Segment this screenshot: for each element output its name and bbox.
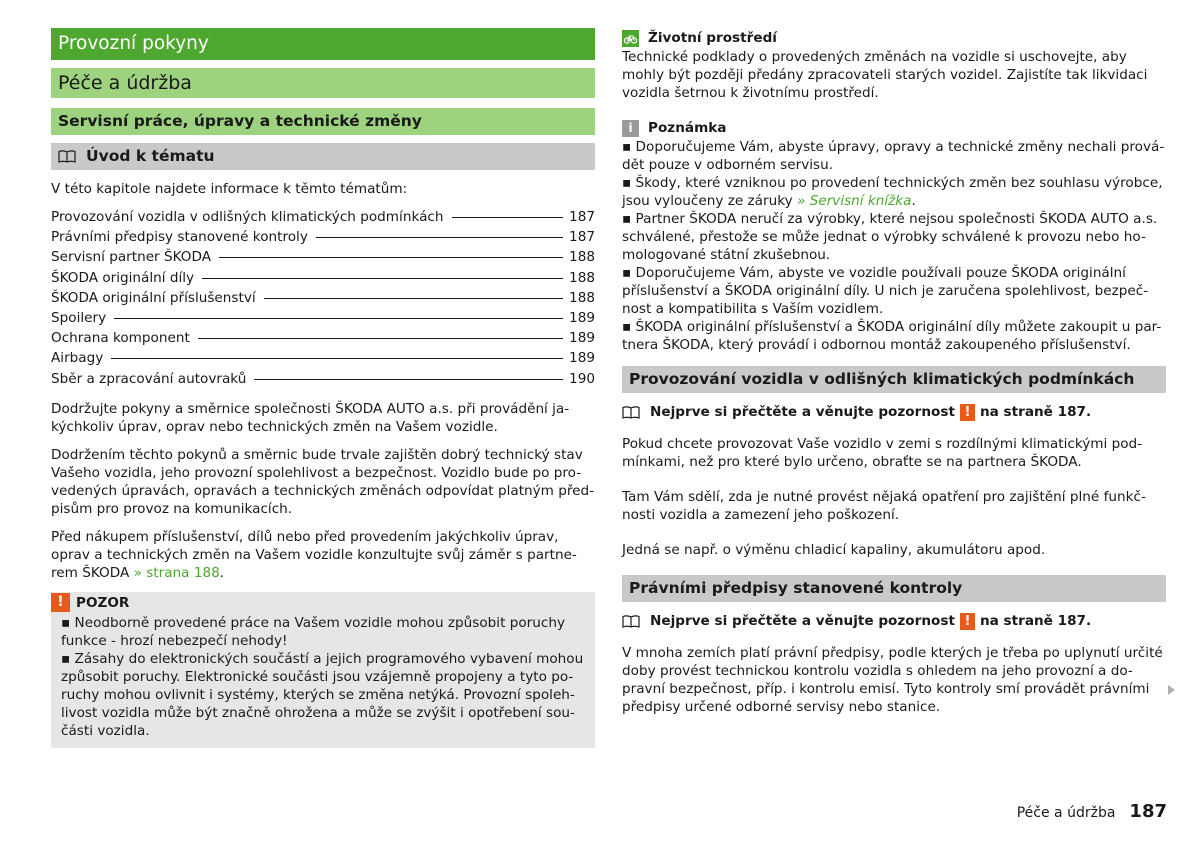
warning-item: ▪ Neodborně provedené práce na Vašem vozidle mohou způsobit poruchy funkce - hrozí nebezpečí nehody! bbox=[61, 614, 566, 649]
toc-page: 188 bbox=[569, 289, 595, 306]
toc-leader bbox=[202, 278, 563, 279]
note-item-end: . bbox=[911, 193, 916, 209]
inspection-paragraph: V mnoha zemích platí právní předpisy, podle kterých je třeba po uplynutí určité doby provést technickou kontrolu vozidla s ohledem na jeho provozní a do-pravní bezpečnost, příp. i kontrolu emisí. Tyto kontroly smí provádět právními předpisy určené odborné servisy nebo stanice. bbox=[622, 645, 1163, 715]
inspection-section-title: Právními předpisy stanovené kontroly bbox=[622, 575, 1166, 602]
toc-title: Právními předpisy stanovené kontroly bbox=[51, 229, 308, 246]
note-item: ▪ Doporučujeme Vám, abyste ve vozidle používali pouze ŠKODA originální příslušenství a ŠKODA originální díly. U nich je zaručena spolehlivost, bezpeč-nost a kompatibilita s Vaším vozidlem. bbox=[622, 265, 1149, 317]
toc-page: 189 bbox=[569, 330, 595, 347]
paragraph-3 bbox=[51, 528, 595, 582]
note-item: ▪ Partner ŠKODA neručí za výrobky, které nejsou společnosti ŠKODA AUTO a.s. schválené, přestože se může jednat o výrobky schválené k provozu nebo ho-mologované státní zkušebnou. bbox=[622, 211, 1158, 263]
toc-row[interactable] bbox=[51, 208, 595, 228]
toc-leader bbox=[114, 318, 563, 319]
info-icon: i bbox=[622, 120, 639, 137]
paragraph-2: Dodržením těchto pokynů a směrnic bude trvale zajištěn dobrý technický stav Vašeho vozidla, jeho provozní spolehlivost a bezpečnost. Vozidlo bude po pro-vedených úpravách, opravách a technických změnách odpovídat platným před-pisům pro provoz na komunikacích. bbox=[51, 446, 595, 517]
toc-page: 187 bbox=[569, 229, 595, 246]
book-icon bbox=[58, 150, 76, 163]
intro-heading bbox=[51, 143, 595, 170]
toc-title: Ochrana komponent bbox=[51, 330, 190, 347]
read-first-page: na straně 187. bbox=[979, 613, 1092, 629]
warning-box bbox=[51, 592, 595, 748]
warning-icon[interactable]: ! bbox=[960, 613, 975, 630]
subchapter-title: Servisní práce, úpravy a technické změny bbox=[51, 108, 595, 135]
climate-section-title: Provozování vozidla v odlišných klimatických podmínkách bbox=[622, 366, 1166, 393]
toc-leader bbox=[254, 379, 563, 380]
environment-text: Technické podklady o provedených změnách na vozidle si uschovejte, aby mohly být později předány zpracovateli starých vozidel. Zajistíte tak likvidaci vozidla šetrnou k životnímu prostředí. bbox=[622, 49, 1148, 101]
warning-body bbox=[51, 614, 595, 740]
toc-row[interactable] bbox=[51, 349, 595, 369]
climate-paragraph-3: Jedná se např. o výměnu chladicí kapaliny, akumulátoru apod. bbox=[622, 542, 1046, 558]
toc-leader bbox=[219, 257, 563, 258]
note-item-text: ▪ Škody, které vzniknou po provedení technických změn bez souhlasu výrobce, jsou vyloučeny ze záruky bbox=[622, 175, 1163, 209]
book-icon bbox=[622, 406, 640, 419]
toc-row[interactable] bbox=[51, 309, 595, 329]
warning-header bbox=[51, 592, 595, 614]
toc-page: 188 bbox=[569, 269, 595, 286]
note-item: ▪ Doporučujeme Vám, abyste úpravy, opravy a technické změny nechali prová-dět pouze v odborném servisu. bbox=[622, 139, 1165, 173]
paragraph-1: Dodržujte pokyny a směrnice společnosti ŠKODA AUTO a.s. při provádění ja-kýchkoliv úprav, oprav nebo technických změn na Vašem vozidle. bbox=[51, 400, 570, 435]
toc-title: Servisní partner ŠKODA bbox=[51, 249, 211, 266]
toc-row[interactable] bbox=[51, 329, 595, 349]
page-link[interactable]: » strana 188 bbox=[133, 564, 220, 581]
toc-title: ŠKODA originální díly bbox=[51, 269, 195, 286]
read-first-text: Nejprve si přečtěte a věnujte pozornost bbox=[650, 404, 955, 420]
toc-page: 189 bbox=[569, 309, 595, 326]
warning-icon: ! bbox=[51, 593, 70, 612]
toc-page: 188 bbox=[569, 249, 595, 266]
note-item: ▪ ŠKODA originální příslušenství a ŠKODA originální díly můžete zakoupit u par-tnera ŠKODA, který provádí i odbornou montáž zakoupeného příslušenství. bbox=[622, 319, 1162, 353]
toc-leader bbox=[264, 298, 563, 299]
warning-title: POZOR bbox=[76, 594, 130, 611]
read-first-text: Nejprve si přečtěte a věnujte pozornost bbox=[650, 613, 955, 629]
note-item bbox=[622, 174, 1166, 210]
toc-title: Spoilery bbox=[51, 309, 107, 326]
page-number: 187 bbox=[1129, 801, 1167, 822]
toc-row[interactable] bbox=[51, 289, 595, 309]
toc-title: ŠKODA originální příslušenství bbox=[51, 289, 256, 306]
footer-section: Péče a údržba bbox=[1016, 805, 1116, 821]
right-column bbox=[622, 28, 1166, 726]
note-body bbox=[622, 138, 1166, 354]
toc-row[interactable] bbox=[51, 370, 595, 390]
warning-icon[interactable]: ! bbox=[960, 404, 975, 421]
note-header bbox=[622, 118, 1166, 138]
note-title: Poznámka bbox=[648, 120, 727, 136]
toc-leader bbox=[452, 217, 564, 218]
toc-page: 187 bbox=[569, 209, 595, 225]
climate-paragraph-1: Pokud chcete provozovat Vaše vozidlo v zemi s rozdílnými klimatickými pod-mínkami, než pro které bylo určeno, obraťte se na partnera ŠKODA. bbox=[622, 436, 1143, 470]
service-book-link[interactable]: » Servisní knížka bbox=[796, 193, 912, 209]
page-footer bbox=[1017, 803, 1167, 822]
toc-page: 189 bbox=[569, 350, 595, 367]
toc-leader bbox=[111, 358, 563, 359]
paragraph-3-text: Před nákupem příslušenství, dílů nebo před provedením jakýchkoliv úprav, oprav a technických změn na Vašem vozidle konzultujte svůj záměr s partne-rem ŠKODA bbox=[51, 528, 577, 581]
toc-title: Airbagy bbox=[51, 350, 104, 367]
table-of-contents bbox=[51, 208, 595, 390]
toc-page: 190 bbox=[569, 370, 595, 387]
chapter-title: Péče a údržba bbox=[51, 68, 595, 98]
book-icon bbox=[622, 615, 640, 628]
toc-leader bbox=[198, 338, 563, 339]
toc-row[interactable] bbox=[51, 228, 595, 248]
toc-title: Provozování vozidla v odlišných klimatických podmínkách bbox=[51, 209, 444, 225]
paragraph-3-end: . bbox=[219, 564, 225, 581]
toc-leader bbox=[316, 237, 563, 238]
intro-text: V této kapitole najdete informace k těmto tématům: bbox=[51, 181, 408, 197]
environment-header bbox=[622, 28, 1166, 48]
climate-paragraph-2: Tam Vám sdělí, zda je nutné provést nějaká opatření pro zajištění plné funkč-nosti vozidla a zamezení jeho poškození. bbox=[622, 489, 1146, 523]
left-column bbox=[51, 28, 595, 748]
environment-title: Životní prostředí bbox=[648, 30, 777, 46]
toc-row[interactable] bbox=[51, 269, 595, 289]
environment-icon bbox=[622, 30, 639, 47]
read-first-page: na straně 187. bbox=[979, 404, 1092, 420]
section-title: Provozní pokyny bbox=[51, 28, 595, 60]
toc-row[interactable] bbox=[51, 248, 595, 268]
read-first-note bbox=[622, 611, 1166, 631]
next-page-arrow-icon[interactable] bbox=[1168, 685, 1175, 695]
warning-item: ▪ Zásahy do elektronických součástí a jejich programového vybavení mohou způsobit poruchy. Elektronické součásti jsou vzájemně propojeny a tyto po-ruchy mohou ovlivnit i systémy, kterých se změna netýká. Provozní spoleh-livost vozidla může být značně ohrožena a může se zvýšit i opotřebení sou-části vozidla. bbox=[61, 650, 584, 739]
intro-title: Úvod k tématu bbox=[86, 147, 215, 165]
toc-title: Sběr a zpracování autovraků bbox=[51, 370, 247, 387]
read-first-note bbox=[622, 402, 1166, 422]
